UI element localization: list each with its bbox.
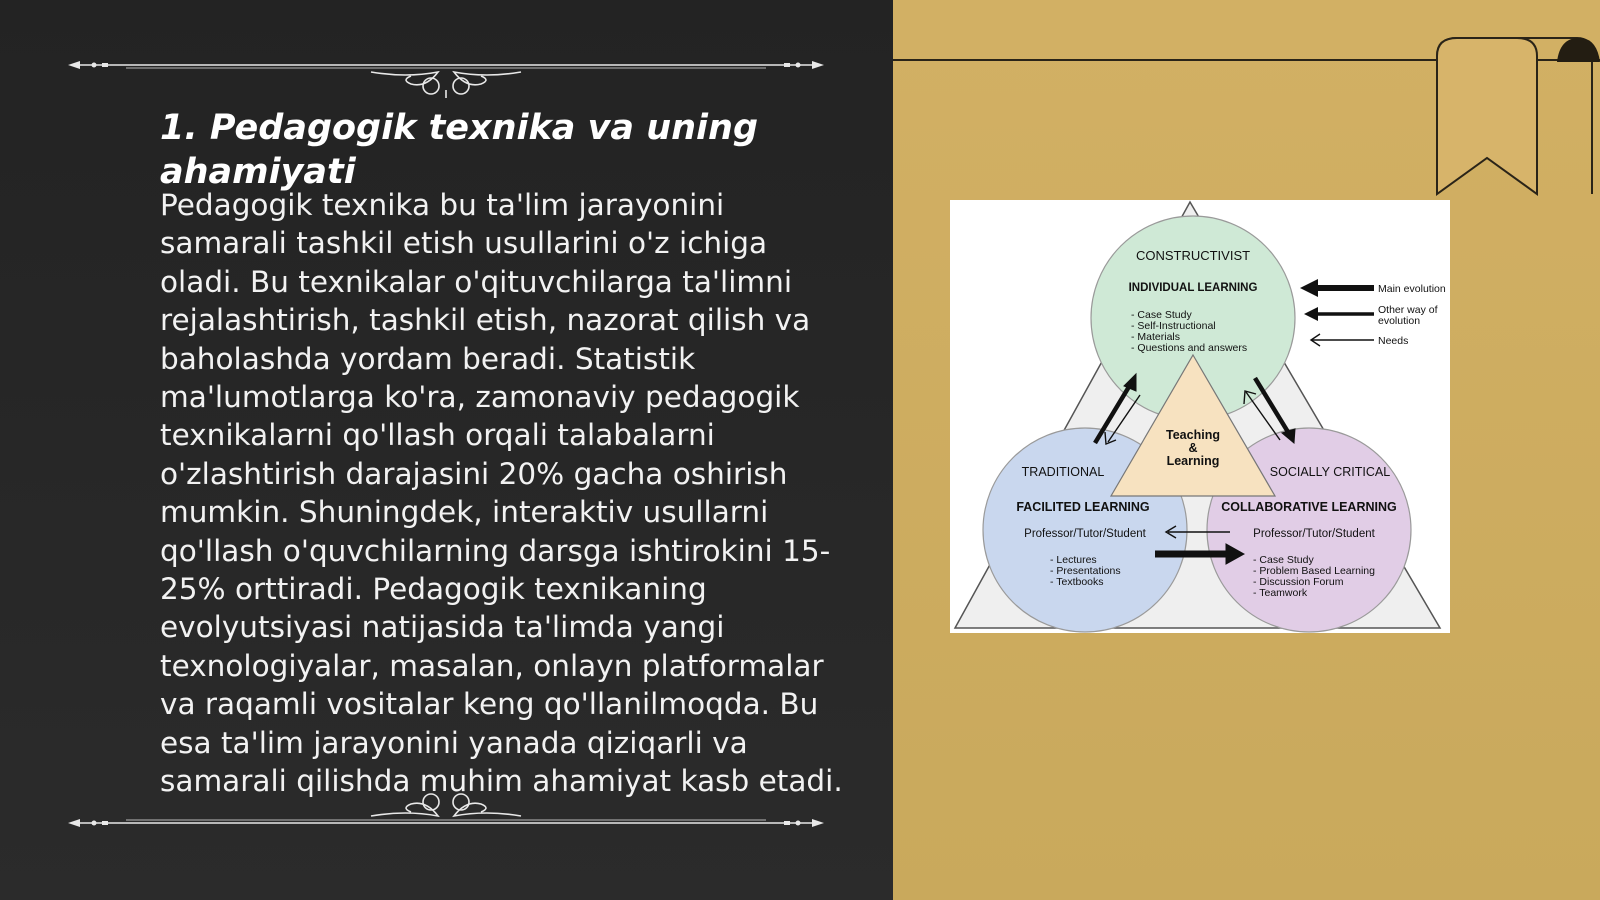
socially-critical-item: - Case Study: [1253, 554, 1314, 566]
center-label-learning: Learning: [1166, 454, 1220, 468]
socially-critical-heading: SOCIALLY CRITICAL: [1269, 465, 1391, 479]
legend-other-way-evolution: evolution: [1378, 315, 1421, 327]
traditional-heading: TRADITIONAL: [1021, 465, 1105, 479]
traditional-item: - Presentations: [1050, 565, 1121, 577]
legend-other-way: Other way of: [1378, 304, 1438, 316]
legend: [1300, 279, 1446, 347]
bookmark-icon: [1432, 34, 1600, 204]
constructivist-subheading: INDIVIDUAL LEARNING: [1128, 282, 1258, 294]
constructivist-item: - Questions and answers: [1131, 342, 1248, 354]
socially-critical-item: - Teamwork: [1253, 587, 1308, 599]
traditional-item: - Lectures: [1050, 554, 1097, 566]
teaching-learning-diagram: [950, 200, 1450, 633]
slide-title: 1. Pedagogik texnika va uning ahamiyati: [160, 108, 759, 192]
socially-critical-roles: Professor/Tutor/Student: [1253, 528, 1375, 540]
socially-critical-item: - Discussion Forum: [1253, 576, 1344, 588]
constructivist-heading: CONSTRUCTIVIST: [1135, 248, 1251, 263]
socially-critical-subheading: COLLABORATIVE LEARNING: [1221, 500, 1397, 514]
slide-body-text: Pedagogik texnika bu ta'lim jarayonini samarali tashkil etish usullarini o'z ichiga oladi. Bu texnikalar o'qituvchilarga ta'limni rejalashtirish, tashkil etish, nazorat qilish va baholashda yordam beradi. Statistik ma'lumotlarga ko'ra, zamonaviy pedagogik texnikalarni qo'llash orqali talabalarni o'zlashtirish darajasini 20% gacha oshirish mumkin. Shuningdek, interaktiv usullarni qo'llash o'quvchilarning darsga ishtirokini 15-25% orttiradi. Pedagogik texnikaning evolyutsiyasi natijasida ta'limda yangi texnologiyalar, masalan, onlayn platformalar va raqamli vositalar keng qo'llanilmoqda. Bu esa ta'lim jarayonini yanada qiziqarli va samarali qilishda muhim ahamiyat kasb etadi.: [160, 188, 843, 799]
center-label-teaching: Teaching: [1166, 428, 1220, 442]
traditional-item: - Textbooks: [1050, 576, 1104, 588]
legend-main-evolution: Main evolution: [1378, 283, 1446, 295]
traditional-roles: Professor/Tutor/Student: [1024, 528, 1146, 540]
top-ornament-divider: [66, 48, 826, 98]
constructivist-item: - Case Study: [1131, 309, 1192, 321]
constructivist-item: - Materials: [1131, 331, 1181, 343]
constructivist-item: - Self-Instructional: [1131, 320, 1216, 332]
center-label-and: &: [1188, 441, 1198, 455]
legend-needs: Needs: [1378, 335, 1409, 347]
socially-critical-item: - Problem Based Learning: [1253, 565, 1375, 577]
traditional-subheading: FACILITED LEARNING: [1016, 500, 1150, 514]
